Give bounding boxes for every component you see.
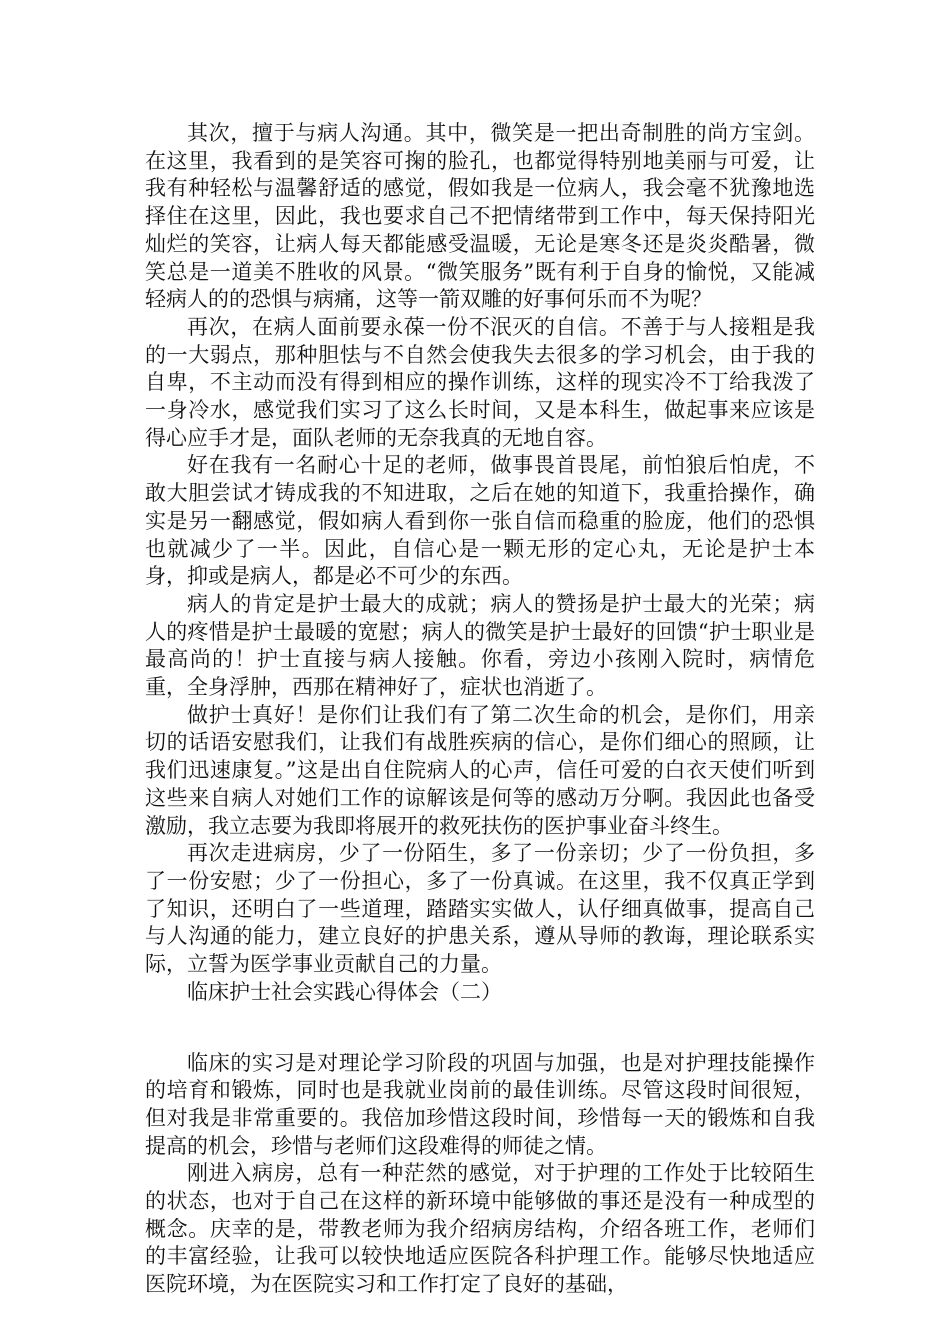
paragraph: 其次，擅于与病人沟通。其中，微笑是一把出奇制胜的尚方宝剑。在这里，我看到的是笑容可掬的脸孔，也都觉得特别地美丽与可爱，让我有种轻松与温馨舒适的感觉，假如我是一位病人，我会毫不犹豫地选择住在这里，因此，我也要求自己不把情绪带到工作中，每天保持阳光灿烂的笑容，让病人每天都能感受温暖，无论是寒冬还是炎炎酷暑，微笑总是一道美不胜收的风景。“微笑服务”既有利于自身的愉悦，又能减轻病人的的恐惧与病痛，这等一箭双雕的好事何乐而不为呢？	[145, 121, 815, 312]
paragraph: 再次，在病人面前要永葆一份不泯灭的自信。不善于与人接粗是我的一大弱点，那种胆怯与不自然会使我失去很多的学习机会，由于我的自卑，不主动而没有得到相应的操作训练，这样的现实冷不丁给我泼了一身冷水，感觉我们实习了这么长时间，又是本科生，做起事来应该是得心应手才是，面队老师的无奈我真的无地自容。	[145, 314, 815, 450]
paragraph: 好在我有一名耐心十足的老师，做事畏首畏尾，前怕狼后怕虎，不敢大胆尝试才铸成我的不知进取，之后在她的知道下，我重拾操作，确实是另一翻感觉，假如病人看到你一张自信而稳重的脸庞，他们的恐惧也就减少了一半。因此，自信心是一颗无形的定心丸，无论是护士本身，抑或是病人，都是必不可少的东西。	[145, 453, 815, 589]
paragraph: 病人的肯定是护士最大的成就；病人的赞扬是护士最大的光荣；病人的疼惜是护士最暖的宽慰；病人的微笑是护士最好的回馈“护士职业是最高尚的！护士直接与病人接触。你看，旁边小孩刚入院时，病情危重，全身浮肿，西那在精神好了，症状也消逝了。	[145, 591, 815, 700]
section-spacer	[145, 1007, 815, 1050]
section-title: 临床护士社会实践心得体会（二）	[187, 979, 502, 1004]
paragraph: 刚进入病房，总有一种茫然的感觉，对于护理的工作处于比较陌生的状态，也对于自己在这样的新环境中能够做的事还是没有一种成型的概念。庆幸的是，带教老师为我介绍病房结构，介绍各班工作，老师们的丰富经验，让我可以较快地适应医院各科护理工作。能够尽快地适应医院环境，为在医院实习和工作打定了良好的基础，	[145, 1161, 815, 1297]
paragraph: 临床的实习是对理论学习阶段的巩固与加强，也是对护理技能操作的培育和锻炼，同时也是我就业岗前的最佳训练。尽管这段时间很短，但对我是非常重要的。我倍加珍惜这段时间，珍惜每一天的锻炼和自我提高的机会，珍惜与老师们这段难得的师徒之情。	[145, 1050, 815, 1158]
paragraph: 做护士真好！是你们让我们有了第二次生命的机会，是你们，用亲切的话语安慰我们，让我们有战胜疾病的信心，是你们细心的照顾，让我们迅速康复。”这是出自住院病人的心声，信任可爱的白衣天使们听到这些来自病人对她们工作的谅解该是何等的感动万分啊。我因此也备受激励，我立志要为我即将展开的救死扶伤的医护事业奋斗终生。	[145, 702, 815, 838]
paragraph: 再次走进病房，少了一份陌生，多了一份亲切；少了一份负担，多了一份安慰；少了一份担心，多了一份真诚。在这里，我不仅真正学到了知识，还明白了一些道理，踏踏实实做人，认仔细真做事，提高自己与人沟通的能力，建立良好的护患关系，遵从导师的教诲，理论联系实际，立誓为医学事业贡献自己的力量。	[145, 841, 815, 977]
document-body	[145, 120, 815, 1299]
